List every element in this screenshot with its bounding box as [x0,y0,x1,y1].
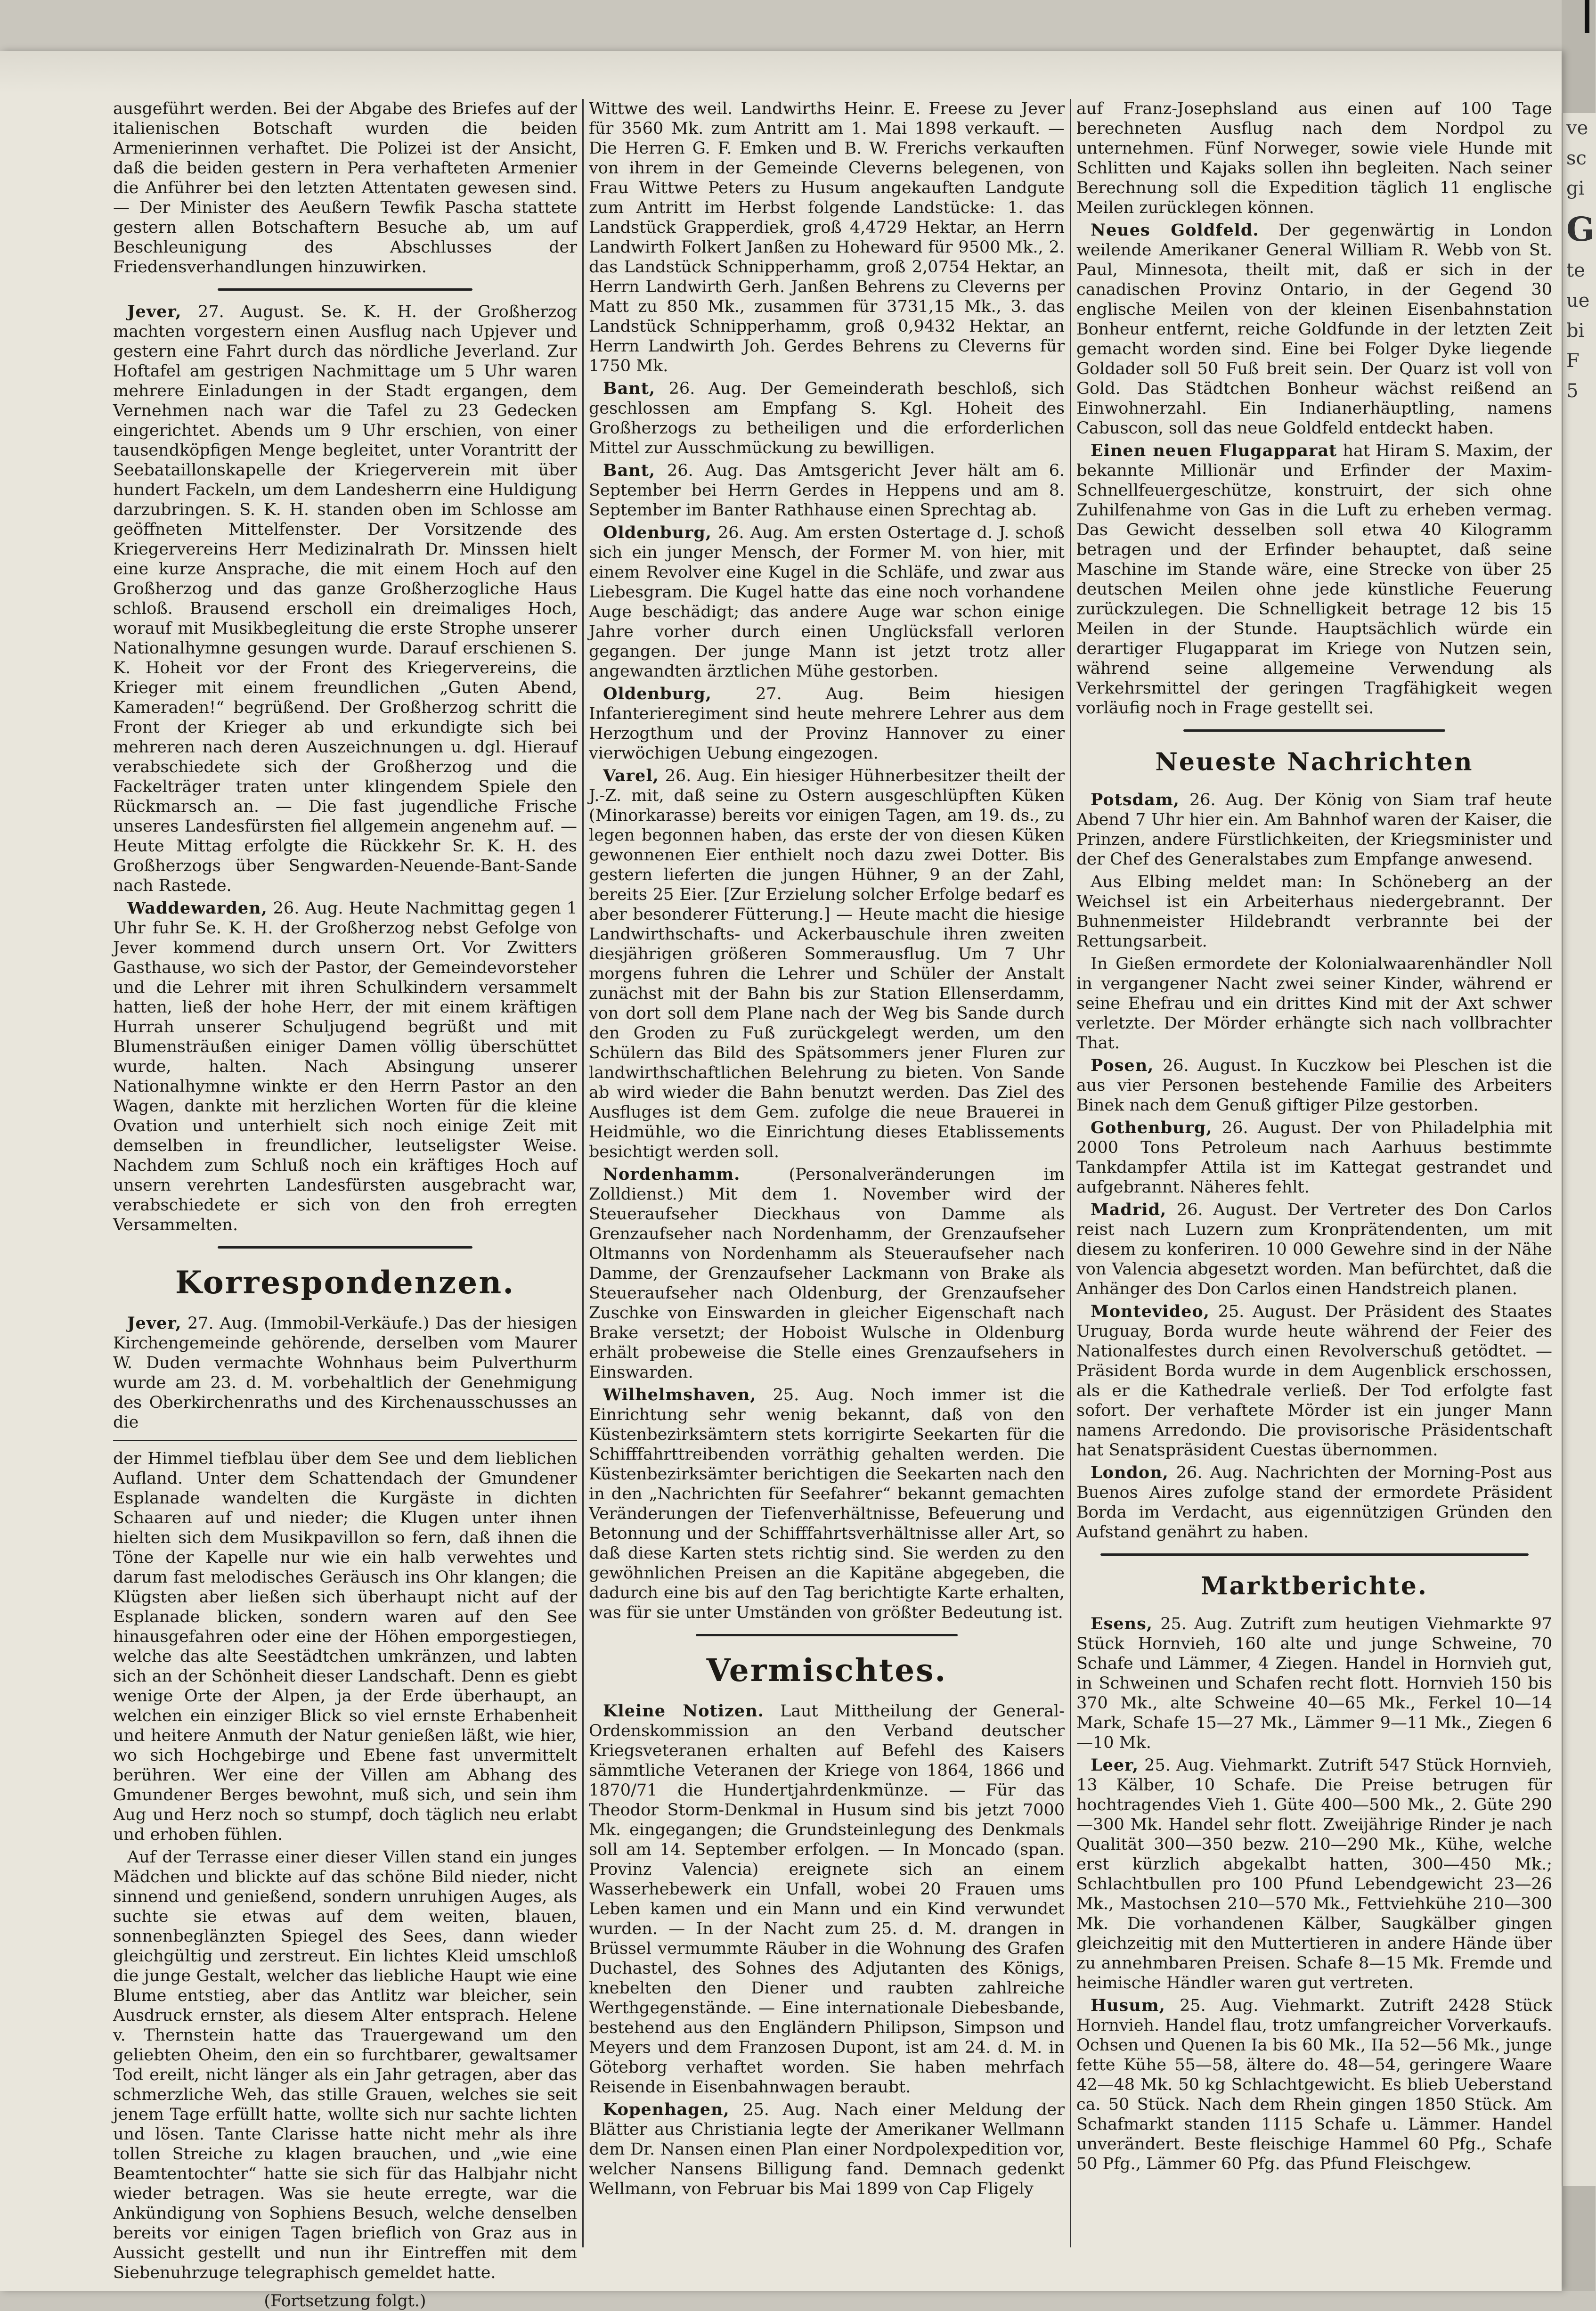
article-text: 25. Aug. Zutrift zum heutigen Viehmarkte 97 Stück Hornvieh, 160 alte und junge Schweine, 70 Schafe und Lämmer, 4 Ziegen. Handel in Hornvieh gut, in Schweinen und Schafen recht flott. Hornvieh 150 bis 370 Mk., alte Schweine 40—65 Mk., Ferkel 10—14 Mark, Schafe 15—27 Mk., Lämmer 9—11 Mk., Ziegen 6—10 Mk. [1076,1615,1552,1752]
dateline-place: Bant, [603,379,656,398]
article-text: 25. Aug. Viehmarkt. Zutrift 2428 Stück Hornvieh. Handel flau, trotz umfangreicher Vorverkaufs. Ochsen und Quenen Ia bis 60 Mk., IIa 52—56 Mk., junge fette Kühe 55—58, ältere do. 48—54, geringere Waare 42—48 Mk. 50 kg Schlachtgewicht. Es blieb Ueberstand ca. 50 Stück. Nach dem Rhein gingen 1850 Stück. Am Schafmarkt standen 1115 Schafe u. Lämmer. Handel unverändert. Beste fleischige Hammel 60 Pfg., Schafe 50 Pfg., Lämmer 60 Pfg. das Pfund Fleischgew. [1076,1996,1552,2173]
feuilleton-rule [113,1440,577,1441]
article [589,379,1065,458]
article [1076,1756,1552,1993]
article-text: 25. Aug. Nach einer Meldung der Blätter aus Christiania legte der Amerikaner Wellmann dem Dr. Nansen einen Plan einer Nordpolexpedition vor, welcher Nansens Billigung fand. Demnach gedenkt Wellmann, von Februar bis Mai 1899 von Cap Fligely [589,2100,1065,2198]
column-3 [1076,99,1552,2247]
dateline-place: Einen neuen Flugapparat [1091,441,1337,460]
article [113,898,577,1235]
article [1076,1302,1552,1460]
article [589,766,1065,1162]
article-text: auf Franz-Josephsland aus einen auf 100 Tage berechneten Ausflug nach dem Nordpol zu unternehmen. Fünf Norweger, sowie viele Hunde mit Schlitten und Kajaks sollen ihn begleiten. Nach seiner Berechnung soll die Expedition täglich 11 englische Meilen zurücklegen können. [1076,99,1552,217]
neighbor-text: G [1566,210,1595,249]
article-text: 26. Aug. Ein hiesiger Hühnerbesitzer theilt der J.-Z. mit, daß seine zu Ostern ausgeschlüpften Küken (Minorkarasse) bereits vor einigen Tagen, am 19. ds., zu legen begonnen haben, das erste der von diesen Küken gewonnenen Eier enthielt noch dazu zwei Dotter. Bis gestern lieferten die jungen Hühner, 9 an der Zahl, bereits 25 Eier. [Zur Erzielung solcher Erfolge bedarf es aber besonderer Fütterung.] — Heute macht die hiesige Landwirthschafts- und Ackerbauschule ihren zweiten diesjährigen größeren Sommerausflug. Um 7 Uhr morgens fuhren die Lehrer und Schüler der Anstalt zunächst mit der Bahn bis zur Station Ellenserdamm, von dort soll dem Plane nach der Weg bis Sande durch den Groden zu Fuß zurückgelegt werden, um den Schülern das Bild des Spätsommers jener Fluren zur landwirthschaftlichen Belehrung zu bieten. Von Sande ab wird wieder die Bahn benutzt werden. Das Ziel des Ausfluges ist dem Gem. zufolge die neue Brauerei in Heidmühle, wo die Einrichtung dieses Etablissements besichtigt werden soll. [589,767,1065,1161]
article-text: 26. Aug. Heute Nachmittag gegen 1 Uhr fuhr Se. K. H. der Großherzog nebst Gefolge von Jever kommend durch unsern Ort. Vor Zwitters Gasthause, wo sich der Pastor, der Gemeindevorsteher und die Lehrer mit ihren Schulkindern versammelt hatten, ließ der hohe Herr, der mit einem kräftigen Hurrah unserer Schuljugend begrüßt und mit Blumensträußen einiger Damen völlig überschüttet wurde, halten. Nach Absingung unserer Nationalhymne winkte er den Herrn Pastor an den Wagen, dankte mit herzlichen Worten für die kleine Ovation und unterhielt sich noch einige Zeit mit demselben in freundlicher, leutseligster Weise. Nachdem zum Schluß noch ein kräftiges Hoch auf unsern verehrten Landesfürsten ausgebracht war, verabschiedete er sich von den froh erregten Versammelten. [113,899,577,1234]
article-text: 27. Aug. Beim hiesigen Infanterieregiment sind heute mehrere Lehrer aus dem Herzogthum und der Provinz Hannover zu einer vierwöchigen Uebung eingezogen. [589,685,1065,763]
page-top-shadow [0,51,1562,93]
article [589,523,1065,681]
section-heading: Korrespondenzen. [175,1264,515,1301]
article-text: 26. Aug. Das Amtsgericht Jever hält am 6. September bei Herrn Gerdes in Heppens und am 8. September im Banter Rathhause einen Sprechtag ab. [589,461,1065,520]
neighbor-text: F [1566,350,1580,372]
neighbor-page-strip [1562,113,1596,2186]
section-heading: Marktberichte. [1201,1572,1428,1601]
article [113,302,577,896]
article [589,1385,1065,1623]
article [1076,1614,1552,1753]
dateline-place: Husum, [1091,1996,1165,2015]
dateline-place: Potsdam, [1091,790,1180,809]
article [1076,1200,1552,1299]
article [1076,441,1552,718]
article [589,684,1065,763]
neighbor-text: ve [1566,117,1588,139]
article [589,1701,1065,2097]
article-text: 26. August. Der von Philadelphia mit 2000 Tons Petroleum nach Aarhuus bestimmte Tankdampfer Attila ist im Kattegat gestrandet und aufgebrannt. Näheres fehlt. [1076,1119,1552,1197]
article [1076,220,1552,438]
separator-rule [218,1246,473,1249]
neighbor-text: te [1566,260,1585,281]
article-text: hat Hiram S. Maxim, der bekannte Millionär und Erfinder der Maxim-Schnellfeuergeschütze, konstruirt, der sich ohne Zuhilfenahme von Gas in die Luft zu erheben vermag. Das Gewicht desselben soll etwa 40 Kilogramm betragen und der Erfinder behauptet, daß seine Maschine im Stande wäre, eine Strecke von über 25 deutschen Meilen ohne jede künstliche Feuerung zurückzulegen. Die Schnelligkeit betrage 12 bis 15 Meilen in der Stunde. Hauptsächlich würde ein derartiger Flugapparat im Kriege von Nutzen sein, während seine allgemeine Verwendung als Verkehrsmittel der geringen Tragfähigkeit wegen vorläufig noch in Frage gestellt sei. [1076,441,1552,718]
article-text: Der gegenwärtig in London weilende Amerikaner General William R. Webb von St. Paul, Minnesota, theilt mit, daß er sich in der canadischen Provinz Ontario, in der Gegend 30 englische Meilen von der kleinen Eisenbahnstation Bonheur entfernt, reiche Goldfunde in der letzten Zeit gemacht worden sind. Eine bei Folger Dyke liegende Goldader soll 50 Fuß breit sein. Der Quarz ist voll von Gold. Das Städtchen Bonheur wächst reißend an Einwohnerzahl. Ein Indianerhäuptling, namens Cabuscon, soll das neue Goldfeld entdeckt haben. [1076,221,1552,438]
dateline-place: Kleine Notizen. [603,1701,764,1721]
dateline-place: Jever, [127,1314,182,1333]
article [113,1314,577,1432]
neighbor-text: 5 [1566,380,1579,402]
article [1076,1996,1552,2174]
neighbor-text: bi [1566,320,1585,342]
article-text: 26. Aug. Der Gemeinderath beschloß, sich geschlossen am Empfang S. Kgl. Hoheit des Großherzogs zu betheiligen und die erforderlichen Mittel zur Ausschmückung zu bewilligen. [589,379,1065,457]
dateline-place: Gothenburg, [1091,1118,1213,1137]
dateline-place: Kopenhagen, [603,2100,730,2119]
article-text: 27. Aug. (Immobil-Verkäufe.) Das der hiesigen Kirchengemeinde gehörende, derselben vom Maurer W. Duden vermachte Wohnhaus beim Pulverthurm wurde am 23. d. M. vorbehaltlich der Genehmigung des Oberkirchenraths und des Kirchenausschusses an die [113,1314,577,1432]
separator-rule [1183,729,1445,732]
neighbor-text: ue [1566,290,1590,311]
article-text: 26. August. In Kuczkow bei Pleschen ist die aus vier Personen bestehende Familie des Arbeiters Binek nach dem Genuß giftiger Pilze gestorben. [1076,1056,1552,1115]
article-text: 25. Aug. Noch immer ist die Einrichtung sehr wenig bekannt, daß von den Küstenbezirksämtern stets korrigirte Seekarten für die Schifffahrttreibenden vorräthig gehalten werden. Die Küstenbezirksämter berichtigen die Seekarten nach den in den „Nachrichten für Seefahrer“ bekannt gemachten Veränderungen der Tiefenverhältnisse, Befeuerung und Betonnung und der Schifffahrtsverhältnisse aller Art, so daß diese Karten stets richtig sind. Sie werden zu den gewöhnlichen Preisen an die Kapitäne abgegeben, die dadurch eine bis auf den Tag berichtigte Karte erhalten, was für sie unter Umständen von größter Bedeutung ist. [589,1386,1065,1622]
separator-rule [1100,1553,1529,1556]
column-1 [113,99,577,2311]
dateline-place: Posen, [1091,1056,1154,1075]
article-text: Aus Elbing meldet man: In Schöneberg an der Weichsel ist ein Arbeiterhaus niedergebrannt. Der Buhnenmeister Hildebrandt verbrannte bei der Rettungsarbeit. [1076,873,1552,951]
article [1076,1056,1552,1115]
separator-rule [218,288,473,291]
continuation-note: (Fortsetzung folgt.) [264,2292,426,2311]
article-text: Wittwe des weil. Landwirths Heinr. E. Freese zu Jever für 3560 Mk. zum Antritt am 1. Mai 1898 verkauft. — Die Herren G. F. Emken und B. W. Frerichs verkauften von ihrem in der Gemeinde Cleverns belegenen, von Frau Wittwe Peters zu Husum angekauften Landgute zum Antritt im Herbst folgende Landstücke: 1. das Landstück Grapperdiek, groß 4,4729 Hektar, an Herrn Landwirth Folkert Janßen zu Hoheward für 9500 Mk., 2. das Landstück Schnipperhamm, groß 2,0754 Hektar, an Herrn Landwirth Gerh. Janßen Behrens zu Cleverns per Matt zu 850 Mk., zusammen für 3731,15 Mk., 3. das Landstück Schnipperhamm, groß 0,9432 Hektar, an Herrn Landwirth Joh. Gerdes Behrens zu Cleverns für 1750 Mk. [589,99,1065,376]
article [589,1165,1065,1382]
dateline-place: Nordenhamm. [603,1165,741,1184]
dateline-place: London, [1091,1463,1169,1482]
article-text: 26. Aug. Nachrichten der Morning-Post aus Buenos Aires zufolge stand der ermordete Präsident Borda im Verdacht, aus eigennützigen Gründen den Aufstand genährt zu haben. [1076,1463,1552,1542]
dateline-place: Wilhelmshaven, [603,1385,757,1405]
article-text: 26. August. Der Vertreter des Don Carlos reist nach Luzern zum Kronprätendenten, um mit diesem zu konferiren. 10 000 Gewehre sind in der Nähe von Valencia abgesetzt worden. Man befürchtet, daß die Anhänger des Don Carlos einen Handstreich planen. [1076,1200,1552,1298]
dateline-place: Neues Goldfeld. [1091,220,1259,240]
article-text: ausgeführt werden. Bei der Abgabe des Briefes auf der italienischen Botschaft wurden die beiden Armenierinnen verhaftet. Die Polizei ist der Ansicht, daß die beiden gestern in Pera verhafteten Armenier die Anführer bei den letzten Attentaten gewesen sind. — Der Minister des Aeußern Tewfik Pascha stattete gestern allen Botschaftern Besuche ab, um auf Beschleunigung des Abschlusses der Friedensverhandlungen hinzuwirken. [113,99,577,277]
edge-mark [1585,0,1589,33]
article [1076,1463,1552,1542]
dateline-place: Oldenburg, [603,684,712,703]
dateline-place: Madrid, [1091,1200,1167,1219]
dateline-place: Oldenburg, [603,523,712,542]
neighbor-text: sc [1566,147,1587,169]
article-text: In Gießen ermordete der Kolonialwaarenhändler Noll in vergangener Nacht zwei seiner Kinder, während er seine Ehefrau und ein drittes Kind mit der Axt schwer verletzte. Der Mörder erhängte sich nach vollbrachter That. [1076,955,1552,1053]
feuilleton-text: Auf der Terrasse einer dieser Villen stand ein junges Mädchen und blickte auf das schöne Bild nieder, nicht sinnend und genießend, sondern unruhigen Auges, als suchte sie etwas auf dem weiten, blauen, sonnenbeglänzten Spiegel des Sees, dann wieder gleichgültig und zerstreut. Ein lichtes Kleid umschloß die junge Gestalt, welcher das liebliche Haupt wie eine Blume entstieg, aber das Antlitz war bleicher, sein Ausdruck ernster, als diesem Alter entsprach. Helene v. Thernstein hatte das Trauergewand um den geliebten Oheim, den ein so furchtbarer, gewaltsamer Tod ereilt, nicht länger als ein Jahr getragen, aber das schmerzliche Weh, das stille Grauen, welches sie seit jenem Tage erfüllt hatte, wollte sich nur sachte lichten und lösen. Tante Clarisse hatte nicht mehr als ihre tollen Streiche zu klagen brauchen, und „wie eine Beamtentochter“ hatte sie sich für das Halbjahr nicht wieder betragen. Was sie heute erregte, war die Ankündigung von Sophiens Besuch, welche denselben bereits vor einigen Tagen brieflich von Graz aus in Aussicht gestellt und nun ihr Eintreffen mit dem Siebenuhrzuge telegraphisch gemeldet hatte. [113,1848,577,2282]
column-2 [589,99,1065,2247]
article [589,2100,1065,2199]
article-text: (Personalveränderungen im Zolldienst.) Mit dem 1. November wird der Steueraufseher Dieckhaus von Damme als Grenzaufseher nach Nordenhamm, der Grenzaufseher Oltmanns von Nordenhamm als Steueraufseher nach Damme, der Grenzaufseher Lackmann von Brake als Steueraufseher nach Oldenburg, der Grenzaufseher Zuschke von Einswarden in gleicher Eigenschaft nach Brake versetzt; der Hoboist Wulsche in Oldenburg erhält probeweise die Stelle eines Grenzaufsehers in Einswarden. [589,1165,1065,1382]
column-rule [582,99,584,2247]
article [589,461,1065,520]
feuilleton-text: der Himmel tiefblau über dem See und dem lieblichen Aufland. Unter dem Schattendach der Gmundener Esplanade wandelten die Kurgäste in dichten Schaaren auf und nieder; die Klugen unter ihnen hielten sich dem Musikpavillon so fern, daß ihnen die Töne der Kapelle nur wie ein halb verwehtes und darum fast melodisches Geräusch ins Ohr klangen; die Klügsten aber ließen sich überhaupt nicht auf der Esplanade blicken, sondern waren auf den See hinausgefahren oder eine der Höhen emporgestiegen, welche das alte Seestädtchen umkränzen, und labten sich an der Schönheit dieser Landschaft. Denn es giebt wenige Orte der Alpen, ja der Erde überhaupt, an welchen ein einziger Blick so viel ernste Erhabenheit und heitere Anmuth der Natur genießen läßt, wie hier, wo sich Hochgebirge und Ebene fast unvermittelt berühren. Wer eine der Villen am Abhang des Gmundener Berges bewohnt, muß sich, und sein ihm Aug und Herz noch so stumpf, doch täglich neu erlabt und erhoben fühlen. [113,1449,577,1844]
article [1076,1118,1552,1197]
article [1076,790,1552,869]
column-rule [1070,99,1071,2247]
dateline-place: Leer, [1091,1756,1139,1775]
neighbor-text: gi [1566,178,1585,199]
dateline-place: Montevideo, [1091,1302,1210,1321]
section-heading: Neueste Nachrichten [1155,748,1474,776]
article-text: Laut Mittheilung der General-Ordenskommission an den Verband deutscher Kriegsveteranen erhalten auf Befehl des Kaisers sämmtliche Veteranen der Kriege von 1864, 1866 und 1870/71 die Hundertjahrdenkmünze. — Für das Theodor Storm-Denkmal in Husum sind bis jetzt 7000 Mk. eingegangen; die Grundsteinlegung des Denkmals soll am 14. September erfolgen. — In Moncado (span. Provinz Valencia) ereignete sich an einem Wasserhebewerk ein Unfall, wobei 20 Frauen ums Leben kamen und ein Mann und ein Kind verwundet wurden. — In der Nacht zum 25. d. M. drangen in Brüssel vermummte Räuber in die Wohnung des Grafen Duchastel, des Sohnes des Adjutanten des Königs, knebelten den Diener und raubten zahlreiche Werthgegenstände. — Eine internationale Diebesbande, bestehend aus den Engländern Philipson, Simpson und Meyers und dem Franzosen Dupont, ist am 24. d. M. in Göteborg verhaftet worden. Sie haben mehrfach Reisende in Eisenbahnwagen beraubt. [589,1702,1065,2097]
separator-rule [696,1634,958,1636]
dateline-place: Jever, [127,302,182,321]
article-text: 25. August. Der Präsident des Staates Uruguay, Borda wurde heute während der Feier des Nationalfestes durch einen Revolverschuß getödtet. — Präsident Borda wurde in dem Augenblick erschossen, als er die Kathedrale verließ. Der Tod erfolgte fast sofort. Der verhaftete Mörder ist ein junger Mann namens Arredondo. Die provisorische Präsidentschaft hat Senatspräsident Cuestas übernommen. [1076,1302,1552,1460]
article-text: 27. August. Se. K. H. der Großherzog machten vorgestern einen Ausflug nach Upjever und gestern eine Fahrt durch das nördliche Jeverland. Zur Hoftafel am gestrigen Nachmittage um 5 Uhr waren mehrere Einladungen in der Stadt ergangen, dem Vernehmen nach war die Tafel zu 23 Gedecken eingerichtet. Abends um 9 Uhr erschien, von einer tausendköpfigen Menge begleitet, unter Vorantritt der Seebataillonskapelle der Kriegerverein mit über hundert Fackeln, um dem Landesherrn eine Huldigung darzubringen. S. K. H. standen oben im Schlosse am geöffneten Mittelfenster. Der Vorsitzende des Kriegervereins Herr Medizinalrath Dr. Minssen hielt eine kurze Ansprache, die mit einem Hoch auf den Großherzog und das ganze Großherzogliche Haus schloß. Brausend erscholl ein dreimaliges Hoch, worauf mit Musikbegleitung die erste Strophe unserer Nationalhymne gesungen wurde. Darauf erschienen S. K. Hoheit vor der Front des Kriegervereins, die Krieger mit einem freundlichen „Guten Abend, Kameraden!“ begrüßend. Der Großherzog schritt die Front der Krieger ab und erkundigte sich bei mehreren nach deren Auszeichnungen u. dgl. Hierauf verabschiedete sich der Großherzog und die Fackelträger traten unter klingendem Spiele den Rückmarsch an. — Die fast jugendliche Frische unseres Landesfürsten fiel allgemein angenehm auf. — Heute Mittag erfolgte die Rückkehr Sr. K. H. des Großherzogs über Sengwarden-Neuende-Bant-Sande nach Rastede. [113,302,577,895]
article-text: 26. Aug. Am ersten Ostertage d. J. schoß sich ein junger Mensch, der Former M. von hier, mit einem Revolver eine Kugel in die Schläfe, und zwar aus Liebesgram. Die Kugel hatte das eine noch vorhandene Auge beschädigt; das andere Auge war schon einige Jahre vorher durch einen Unglücksfall verloren gegangen. Der junge Mann ist jetzt trotz aller angewandten ärztlichen Mühe gestorben. [589,523,1065,681]
article-text: 25. Aug. Viehmarkt. Zutrift 547 Stück Hornvieh, 13 Kälber, 10 Schafe. Die Preise betrugen für hochtragendes Vieh 1. Güte 400—500 Mk., 2. Güte 290—300 Mk. Handel sehr flott. Zweijährige Rinder je nach Qualität 300—350 bezw. 210—290 Mk., Kühe, welche erst kürzlich abgekalbt hatten, 300—450 Mk.; Schlachtbullen pro 100 Pfund Lebendgewicht 23—26 Mk., Mastochsen 210—570 Mk., Fettviehkühe 210—300 Mk. Die vorhandenen Kälber, Saugkälber gingen gleichzeitig mit den Muttertieren in andere Hände über zu annehmbaren Preisen. Schafe 8—15 Mk. Fremde und heimische Händler waren gut vertreten. [1076,1756,1552,1993]
dateline-place: Esens, [1091,1614,1153,1633]
dateline-place: Waddewarden, [127,898,268,918]
dateline-place: Varel, [603,766,659,785]
dateline-place: Bant, [603,461,656,480]
article-text: 26. Aug. Der König von Siam traf heute Abend 7 Uhr hier ein. Am Bahnhof waren der Kaiser, die Prinzen, andere Fürstlichkeiten, der Kriegsminister und der Chef des Generalstabes zum Empfange anwesend. [1076,791,1552,869]
section-heading: Vermischtes. [706,1652,947,1689]
